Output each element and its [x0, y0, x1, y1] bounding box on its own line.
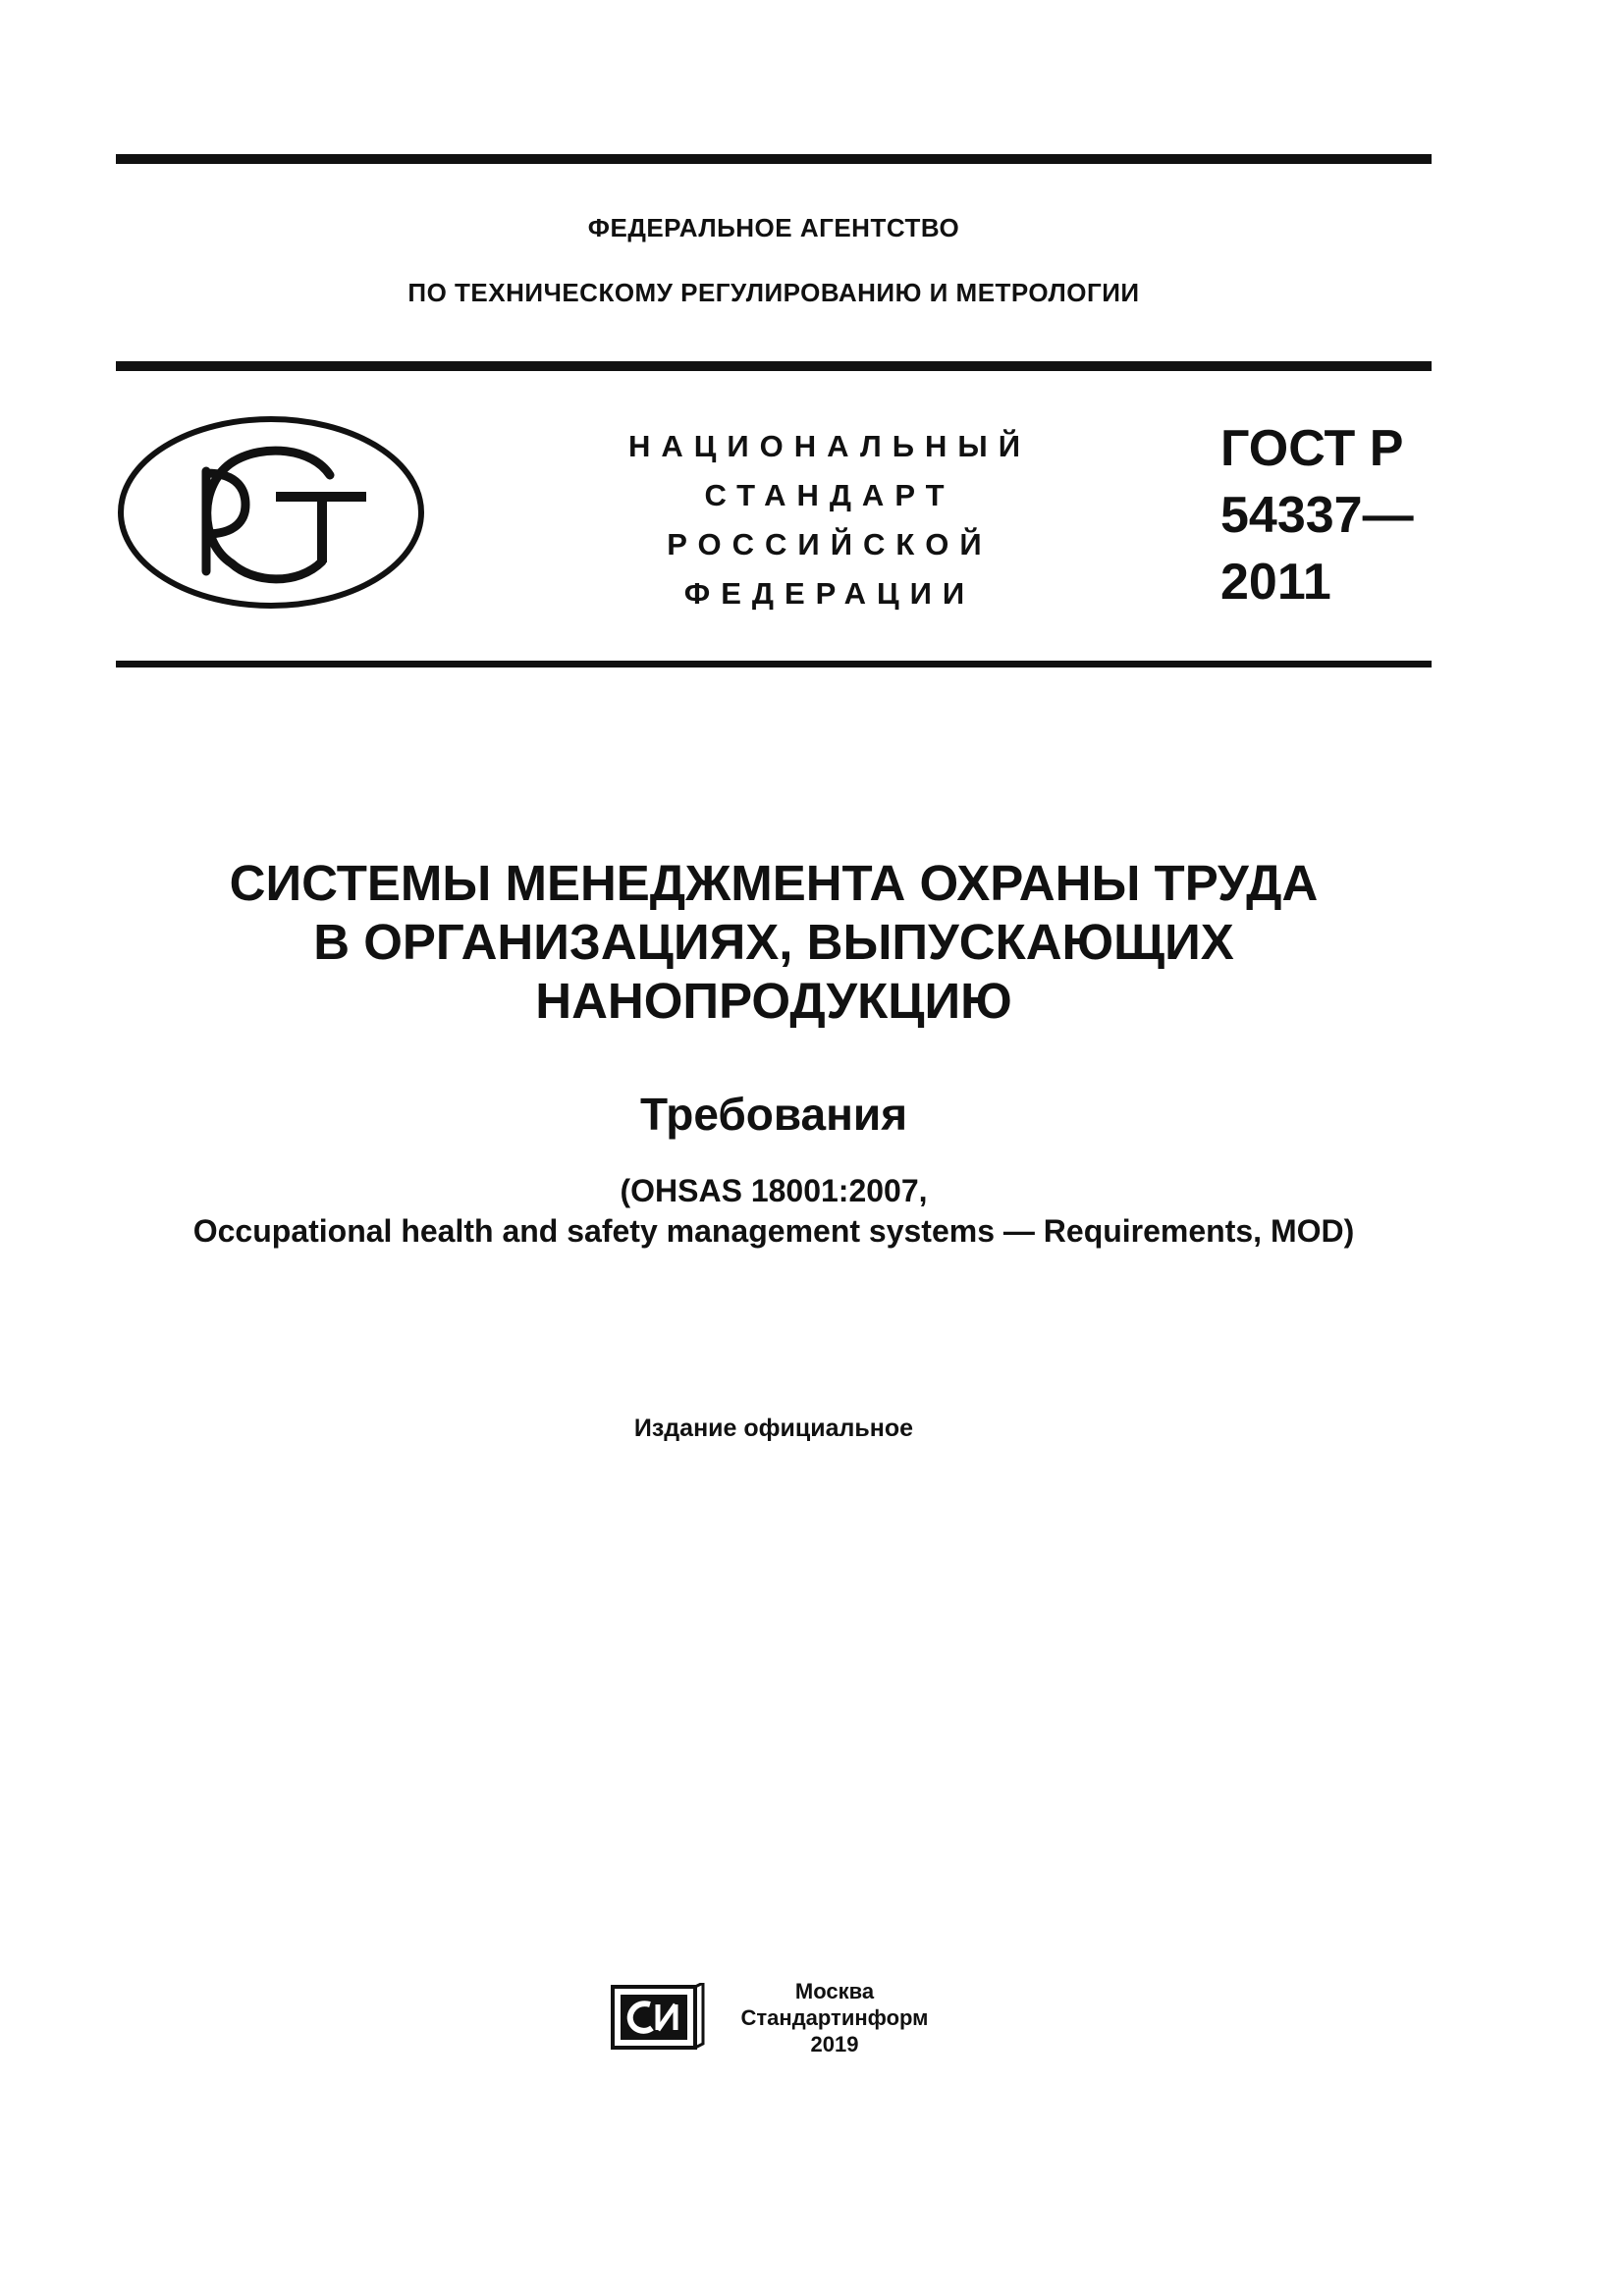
agency-line-2: ПО ТЕХНИЧЕСКОМУ РЕГУЛИРОВАНИЮ И МЕТРОЛОГИИ: [407, 278, 1140, 307]
national-line-3: РОССИЙСКОЙ: [667, 527, 993, 561]
publisher-name: Стандартинформ: [740, 2005, 929, 2030]
document-title: [116, 854, 1432, 1031]
agency-line-1: ФЕДЕРАЛЬНОЕ АГЕНТСТВО: [587, 213, 960, 242]
reference-standard: [116, 1171, 1432, 1252]
national-standard-label: [589, 422, 1070, 618]
title-line-1: СИСТЕМЫ МЕНЕДЖМЕНТА ОХРАНЫ ТРУДА: [229, 855, 1319, 911]
reference-line-2: Occupational health and safety management systems — Requirements, MOD): [192, 1213, 1355, 1249]
gost-number: [1220, 415, 1432, 615]
publisher-year: 2019: [810, 2032, 859, 2056]
gost-line-2: 54337—: [1220, 487, 1414, 544]
rst-logo-icon: [116, 414, 426, 611]
publisher-city: Москва: [794, 1979, 875, 2003]
edition-label: Издание официальное: [633, 1415, 914, 1442]
national-line-2: СТАНДАРТ: [704, 478, 955, 512]
standartinform-logo-icon: [611, 1983, 705, 2052]
gost-line-1: ГОСТ Р: [1220, 420, 1404, 477]
publisher-info: [722, 1978, 947, 2057]
reference-line-1: (OHSAS 18001:2007,: [620, 1173, 928, 1208]
national-line-4: ФЕДЕРАЦИИ: [683, 576, 976, 611]
title-line-3: НАНОПРОДУКЦИЮ: [535, 973, 1012, 1029]
bottom-rule: [116, 661, 1432, 667]
document-subtitle: Требования: [639, 1089, 908, 1140]
national-line-1: НАЦИОНАЛЬНЫЙ: [627, 429, 1032, 463]
title-line-2: В ОРГАНИЗАЦИЯХ, ВЫПУСКАЮЩИХ: [313, 914, 1234, 970]
top-rule: [116, 154, 1432, 164]
gost-line-3: 2011: [1220, 554, 1331, 611]
middle-rule: [116, 361, 1432, 371]
